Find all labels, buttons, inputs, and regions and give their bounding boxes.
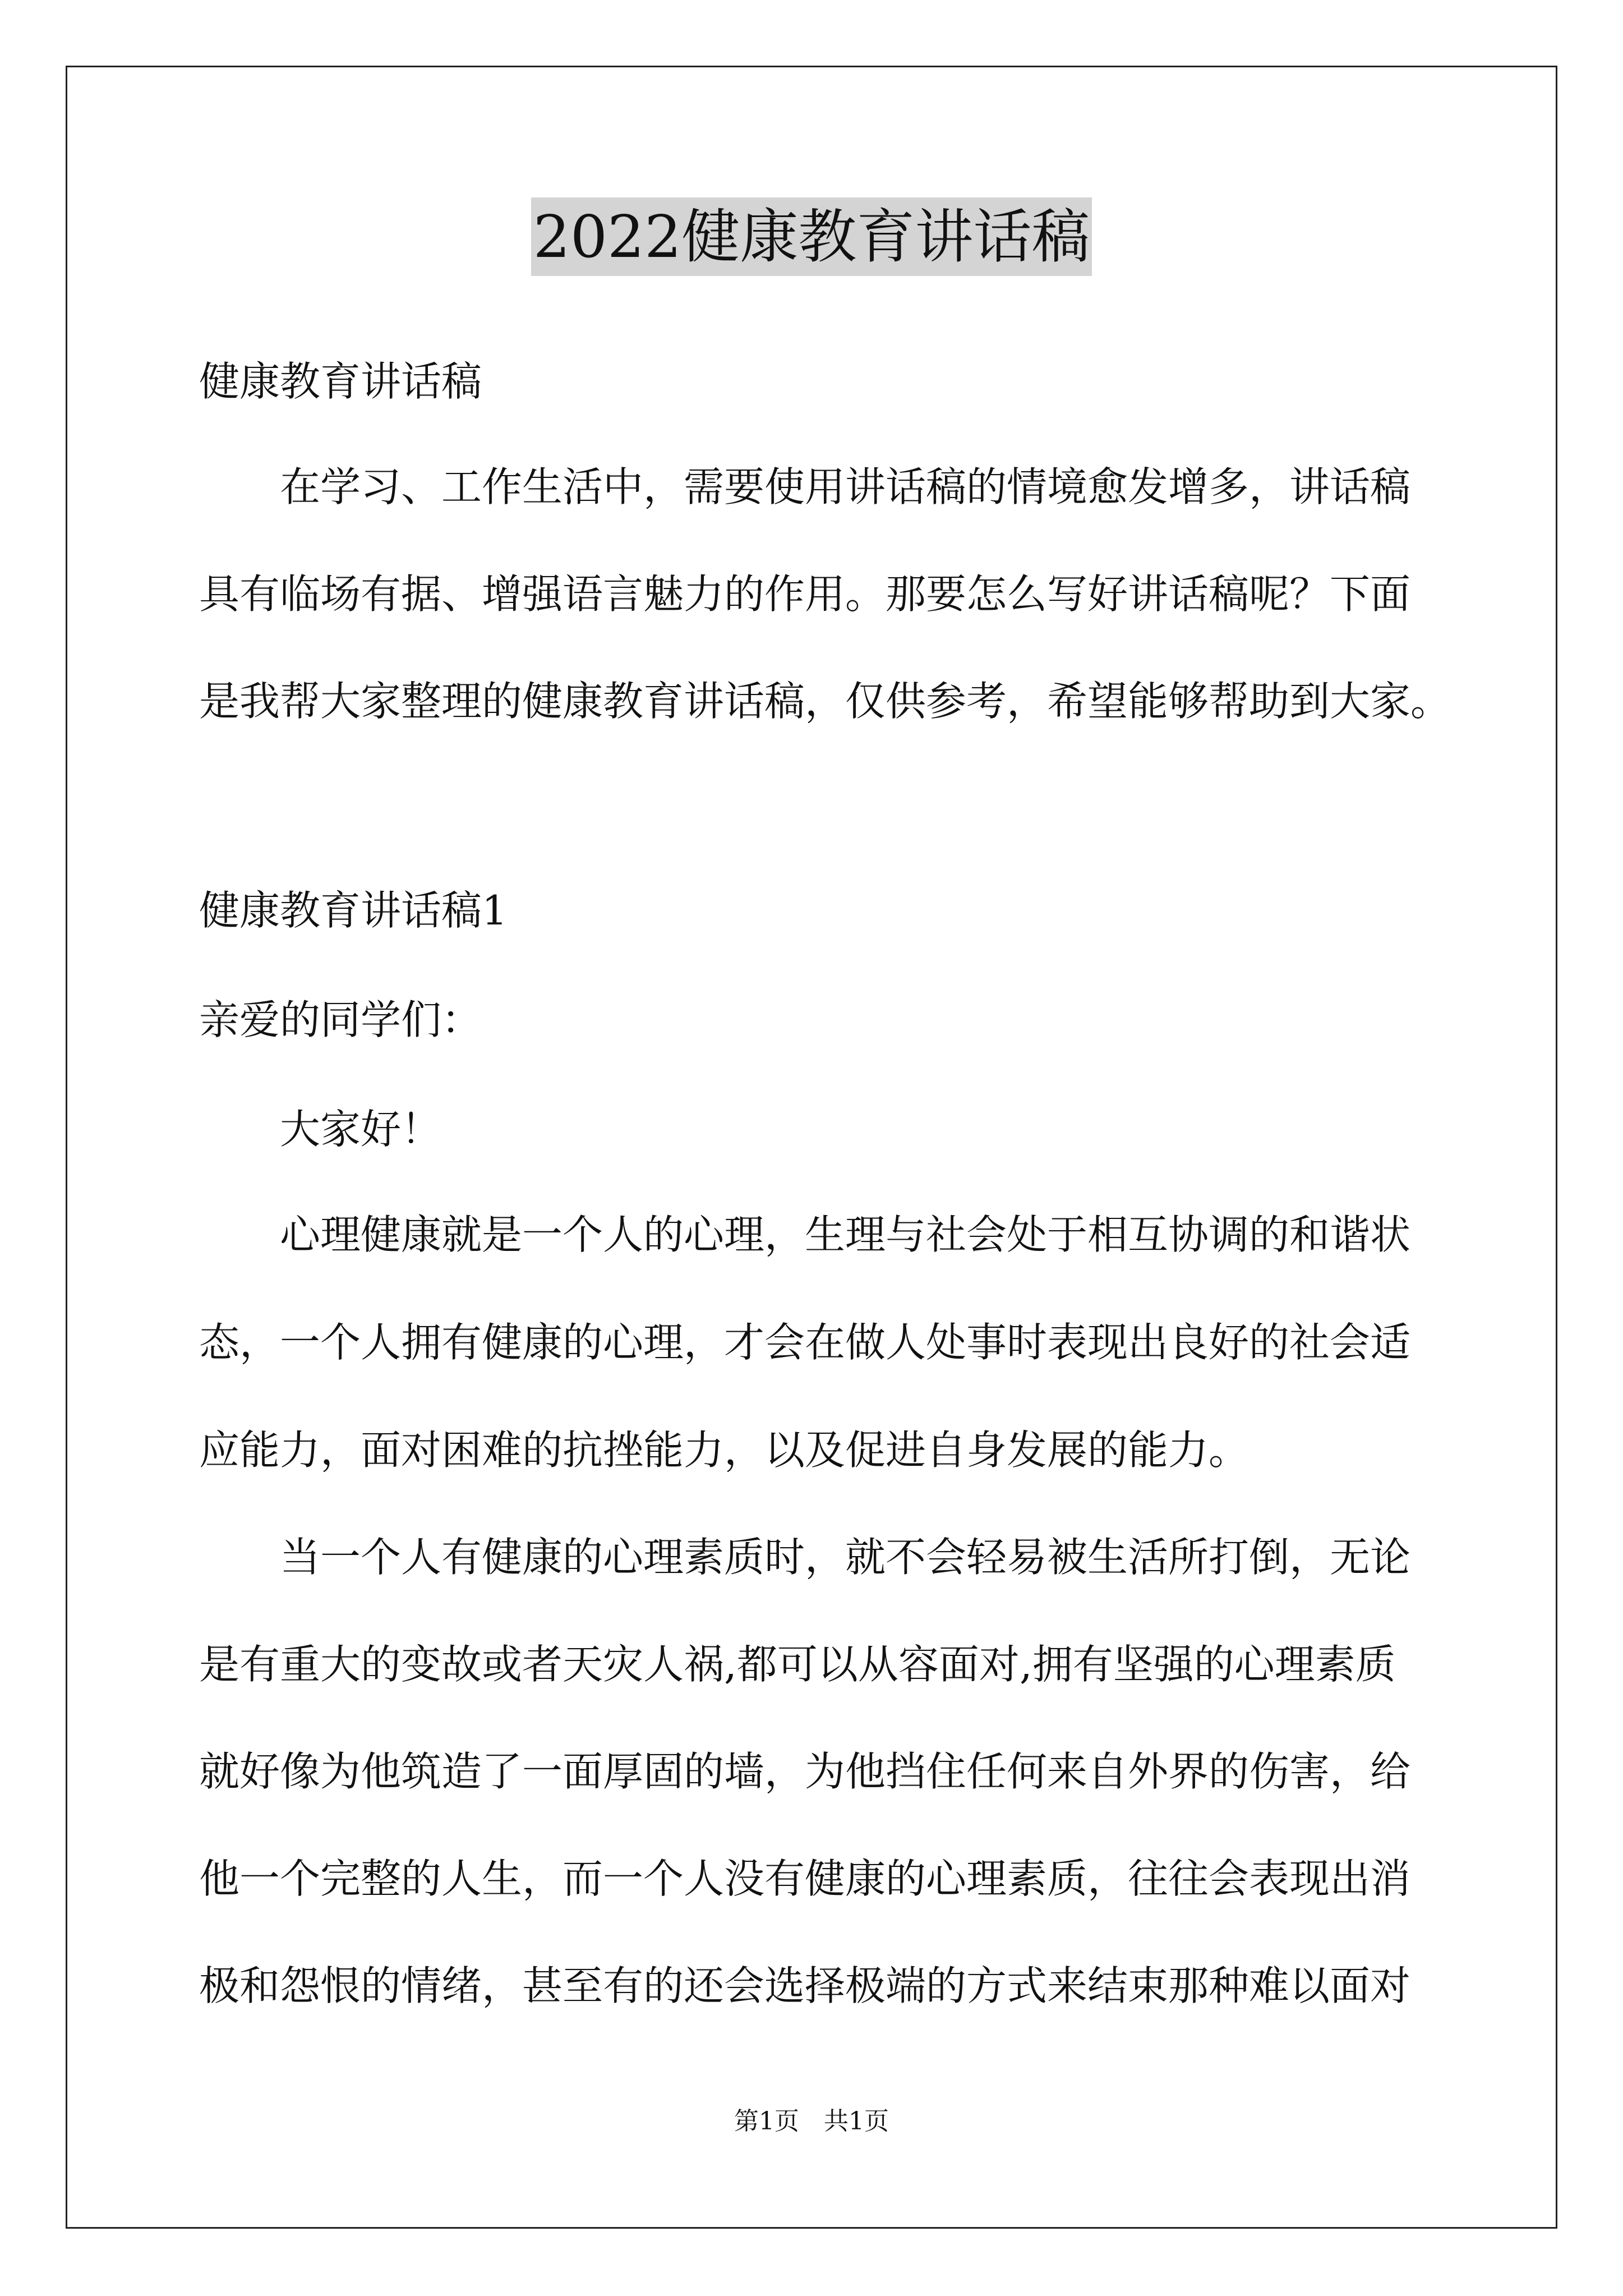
document-subtitle: 健康教育讲话稿 xyxy=(199,358,482,405)
paragraph1-line-2: 态，一个人拥有健康的心理，才会在做人处事时表现出良好的社会适 xyxy=(199,1319,1411,1366)
intro-line-2: 具有临场有据、增强语言魅力的作用。那要怎么写好讲话稿呢？下面 xyxy=(199,570,1411,618)
salutation: 亲爱的同学们： xyxy=(199,996,482,1043)
paragraph2-line-2: 是有重大的变故或者天灾人祸,都可以从容面对,拥有坚强的心理素质 xyxy=(199,1641,1396,1688)
page-footer: 第1页 共1页 xyxy=(734,2107,889,2136)
section-heading: 健康教育讲话稿1 xyxy=(199,887,508,934)
document-title: 2022健康教育讲话稿 xyxy=(531,197,1092,276)
title-container xyxy=(0,197,1623,276)
paragraph2-line-4: 他一个完整的人生，而一个人没有健康的心理素质，往往会表现出消 xyxy=(199,1855,1411,1902)
intro-line-3: 是我帮大家整理的健康教育讲话稿，仅供参考，希望能够帮助到大家。 xyxy=(199,678,1451,725)
paragraph2-line-3: 就好像为他筑造了一面厚固的墙，为他挡住任何来自外界的伤害，给 xyxy=(199,1748,1411,1795)
paragraph1-line-1: 心理健康就是一个人的心理，生理与社会处于相互协调的和谐状 xyxy=(280,1211,1411,1258)
paragraph2-line-5: 极和怨恨的情绪，甚至有的还会选择极端的方式来结束那种难以面对 xyxy=(199,1962,1411,2009)
paragraph1-line-3: 应能力，面对困难的抗挫能力，以及促进自身发展的能力。 xyxy=(199,1427,1249,1474)
intro-line-1: 在学习、工作生活中，需要使用讲话稿的情境愈发增多，讲话稿 xyxy=(280,463,1411,510)
greeting: 大家好！ xyxy=(280,1106,442,1153)
paragraph2-line-1: 当一个人有健康的心理素质时，就不会轻易被生活所打倒，无论 xyxy=(280,1534,1411,1581)
